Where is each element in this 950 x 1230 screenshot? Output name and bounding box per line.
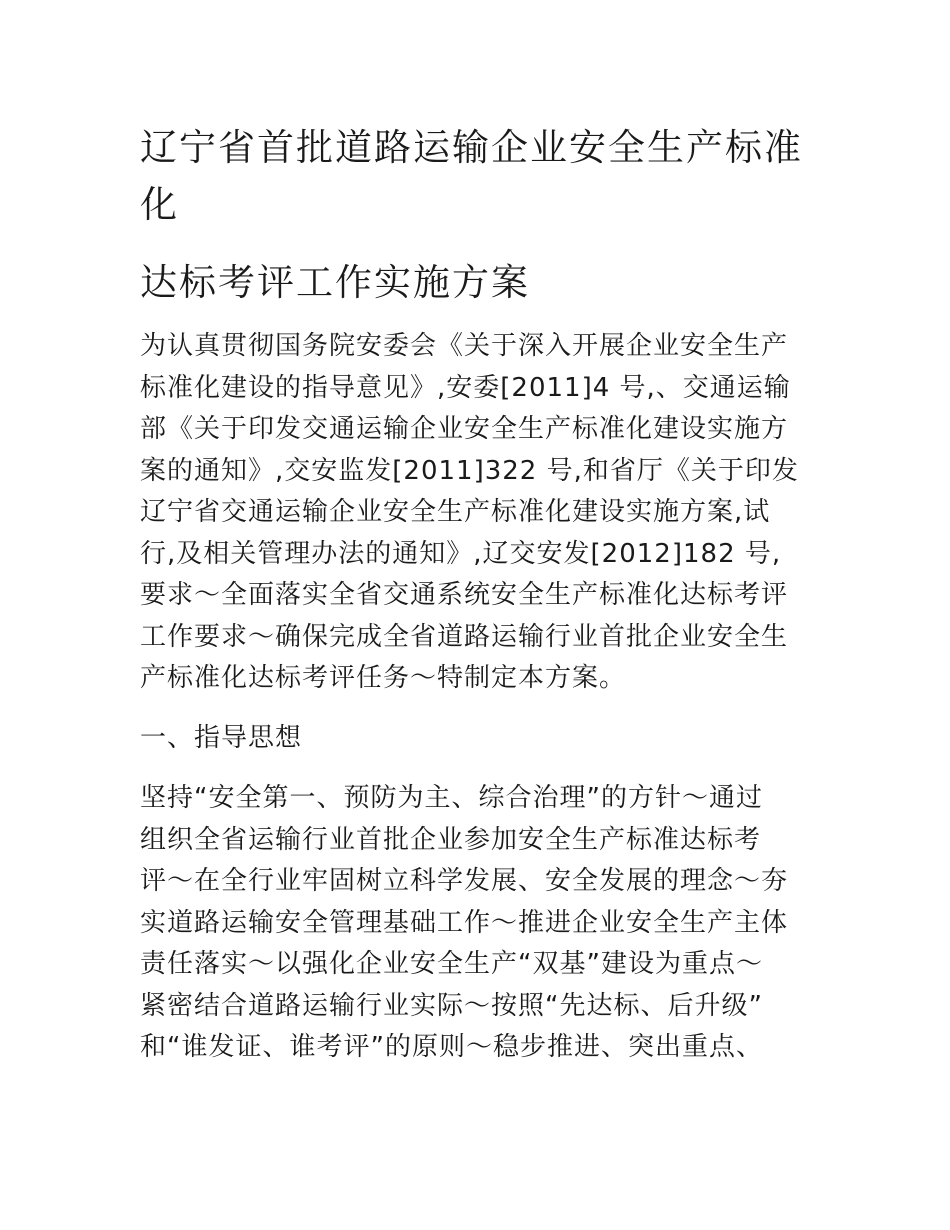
section-line: 坚持“安全第一、预防为主、综合治理”的方针～通过: [140, 783, 763, 813]
section-heading: 一、指导思想: [140, 723, 303, 753]
section-line: 实道路运输安全管理基础工作～推进企业安全生产主体: [140, 907, 789, 938]
intro-line: 为认真贯彻国务院安委会《关于深入开展企业安全生产: [140, 331, 789, 361]
intro-line: 标准化建设的指导意见》,安委[2011]4 号,、交通运输: [140, 372, 791, 403]
intro-line: 案的通知》,交安监发[2011]322 号,和省厅《关于印发: [140, 455, 799, 486]
section-line: 和“谁发证、谁考评”的原则～稳步推进、突出重点、: [140, 1032, 763, 1062]
section-line: 组织全省运输行业首批企业参加安全生产标准达标考: [140, 824, 762, 855]
section-paragraph: [140, 778, 830, 1069]
intro-line: 要求～全面落实全省交通系统安全生产标准化达标考评: [140, 580, 789, 610]
section-line: 责任落实～以强化企业安全生产“双基”建设为重点～: [140, 949, 763, 979]
intro-line: 行,及相关管理办法的通知》,辽交安发[2012]182 号,: [140, 538, 782, 569]
intro-line: 产标准化达标考评任务～特制定本方案。: [140, 663, 627, 693]
section-line: 紧密结合道路运输行业实际～按照“先达标、后升级”: [140, 990, 763, 1021]
document-title-line-3: 达标考评工作实施方案: [140, 261, 530, 304]
intro-paragraph: [140, 326, 830, 700]
intro-line: 辽宁省交通运输企业安全生产标准化建设实施方案,试: [140, 497, 771, 527]
document-title-line-1: 辽宁省首批道路运输企业安全生产标准: [140, 126, 803, 169]
section-line: 评～在全行业牢固树立科学发展、安全发展的理念～夯: [140, 866, 789, 896]
document-title-line-2: 化: [140, 183, 179, 226]
intro-line: 工作要求～确保完成全省道路运输行业首批企业安全生: [140, 621, 789, 652]
intro-line: 部《关于印发交通运输企业安全生产标准化建设实施方: [140, 414, 789, 444]
